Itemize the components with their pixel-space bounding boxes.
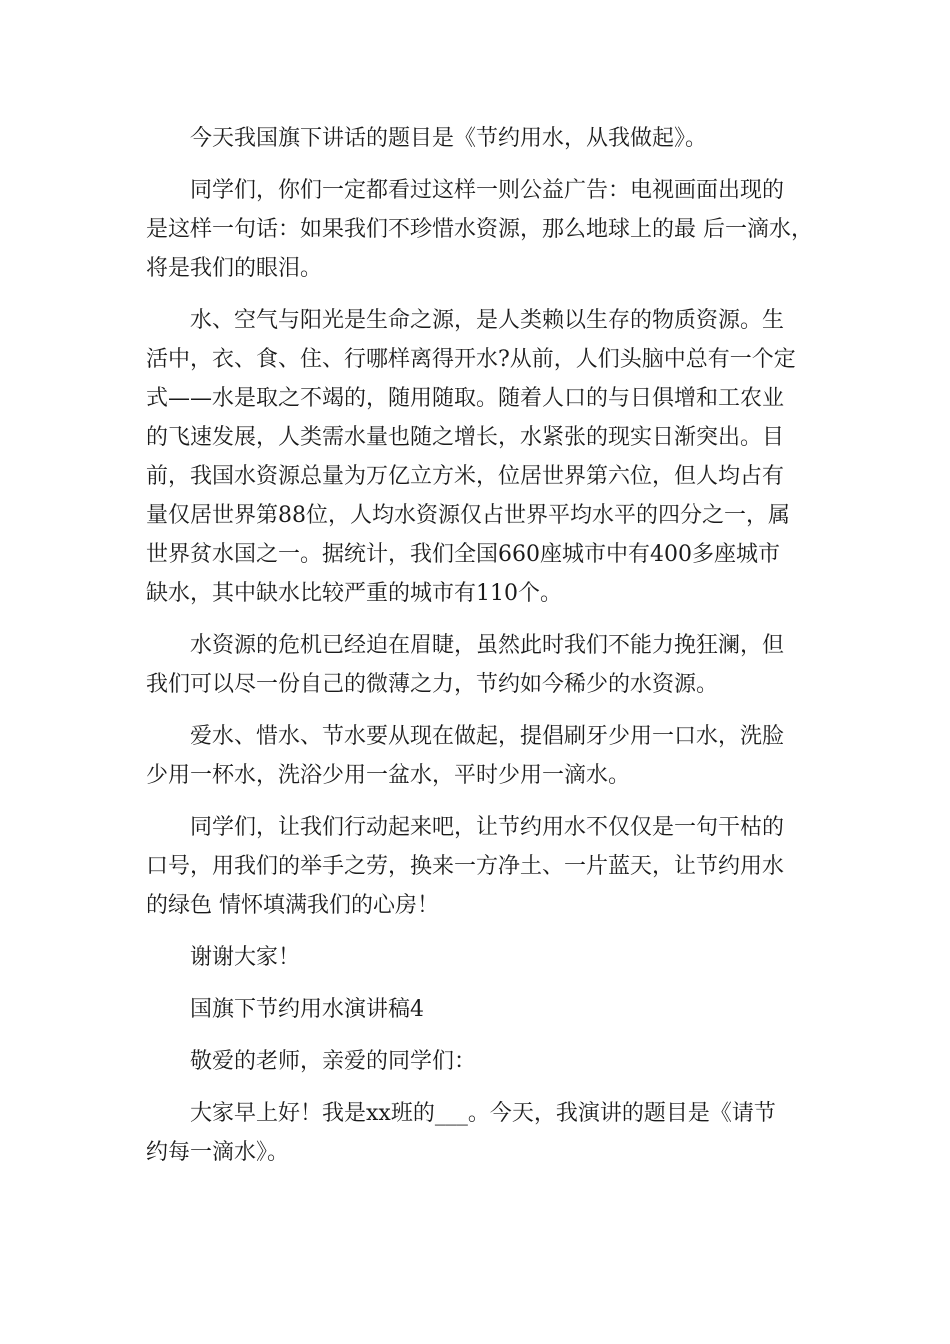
text-line: 量仅居世界第88位，人均水资源仅占世界平均水平的四分之一，属 (146, 503, 790, 528)
text-line: 活中，衣、食、住、行哪样离得开水?从前，人们头脑中总有一个定 (146, 347, 796, 372)
text-line: 缺水，其中缺水比较严重的城市有110个。 (146, 581, 562, 606)
text-line: 前，我国水资源总量为万亿立方米，位居世界第六位，但人均占有 (146, 464, 785, 489)
text-line: 将是我们的眼泪。 (146, 256, 323, 281)
text-line: 爱水、惜水、节水要从现在做起，提倡刷牙少用一口水，洗脸 (190, 724, 785, 749)
text-line: 敬爱的老师，亲爱的同学们： (190, 1049, 477, 1074)
text-line: 水、空气与阳光是生命之源，是人类赖以生存的物质资源。生 (190, 308, 785, 333)
text-line: 我们可以尽一份自己的微薄之力，节约如今稀少的水资源。 (146, 672, 719, 697)
text-line: 少用一杯水，洗浴少用一盆水，平时少用一滴水。 (146, 763, 631, 788)
text-line: 式——水是取之不竭的，随用随取。随着人口的与日俱增和工农业 (146, 386, 785, 411)
text-line: 世界贫水国之一。据统计，我们全国660座城市中有400多座城市 (146, 542, 780, 567)
text-line: 国旗下节约用水演讲稿4 (190, 997, 424, 1022)
text-line: 的绿色 情怀填满我们的心房！ (146, 893, 439, 918)
text-line: 的飞速发展，人类需水量也随之增长，水紧张的现实日渐突出。目 (146, 425, 785, 450)
text-line: 水资源的危机已经迫在眉睫，虽然此时我们不能力挽狂澜，但 (190, 633, 785, 658)
text-line: 同学们，你们一定都看过这样一则公益广告：电视画面出现的 (190, 178, 785, 203)
text-line: 谢谢大家！ (190, 945, 301, 970)
text-line: 口号，用我们的举手之劳，换来一方净土、一片蓝天，让节约用水 (146, 854, 785, 879)
text-line: 约每一滴水》。 (146, 1140, 290, 1165)
text-line: 是这样一句话：如果我们不珍惜水资源，那么地球上的最 后一滴水， (146, 217, 813, 242)
text-line: 同学们，让我们行动起来吧，让节约用水不仅仅是一句干枯的 (190, 815, 785, 840)
text-line: 大家早上好！我是xx班的___。今天，我演讲的题目是《请节 (190, 1101, 776, 1126)
text-line: 今天我国旗下讲话的题目是《节约用水，从我做起》。 (190, 126, 708, 151)
